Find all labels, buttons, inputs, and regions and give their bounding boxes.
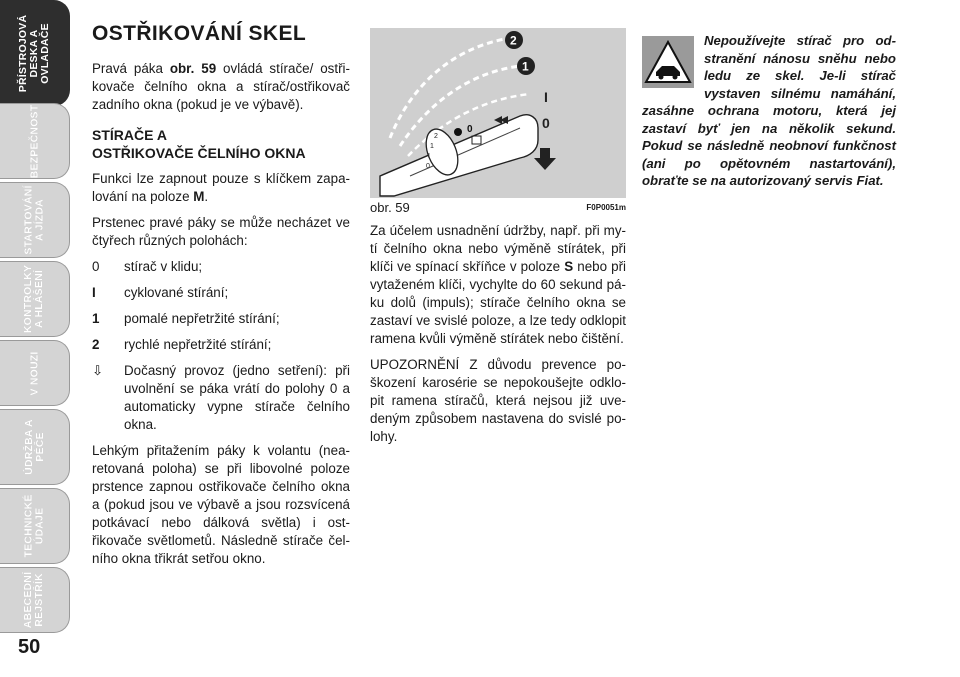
washer-paragraph: Lehkým přitažením páky k volantu (nearetovaná poloha) se při libovolné poloze prstence zapnou ostřikovače čelního okna a (pokud jsou ve výbavě a jsou rozsvícená potkávací nebo dálková světla) i ostřikovače světlometů. Následně stírače čelního okna třikrát setřou okno. bbox=[92, 443, 350, 566]
positions-list bbox=[92, 258, 350, 434]
maintenance-text: Za účelem usnadnění údržby, např. při mytí čelního okna nebo výměně stírátek, při klíči ve spínací skříňce v poloze bbox=[370, 223, 626, 274]
figure-caption bbox=[370, 200, 626, 216]
position-symbol: 1 bbox=[92, 311, 100, 326]
intro-text: Pravá páka bbox=[92, 61, 170, 76]
subsection-title bbox=[92, 126, 350, 162]
positions-intro: Prstenec pravé páky se může necházet ve čtyřech různých polohách: bbox=[92, 215, 350, 248]
tab-label: ABECEDNÍ REJSTŘÍK bbox=[22, 571, 46, 629]
list-item bbox=[92, 362, 350, 434]
marker-1-label: 1 bbox=[522, 59, 529, 74]
warning-text: Nepoužívejte stírač pro odstranění nánosu sněhu nebo ledu ze skel. Je-li stírač vystaven silnému namáhání, zasáhne ochrana motoru, která jej zastaví byť jen na několik sekund. Pokud se následně neobnoví funkčnost (ani po opětovném nastartování), obraťte se na autorizovaný servis Fiat. bbox=[642, 33, 896, 188]
tab-label: BEZPEČNOST bbox=[28, 104, 41, 178]
tab-label: TECHNICKÉ ÚDAJE bbox=[22, 494, 46, 558]
position-symbol: 0 bbox=[92, 259, 100, 274]
page-number: 50 bbox=[18, 636, 41, 658]
ring-mark: I bbox=[428, 153, 430, 160]
tab-v-nouzi[interactable] bbox=[0, 340, 70, 406]
intro-paragraph bbox=[92, 60, 350, 114]
main-column-left bbox=[92, 22, 350, 576]
maintenance-text-end: nebo při vytaženém klíči, vychylte do 60 sekund páku dolů (impuls); stírače čelního okna se zastaví ve svislé poloze, a lze tedy odklopit ramena kvůli výměně stírátek nebo čištění. bbox=[370, 259, 626, 346]
ignition-text-end: . bbox=[204, 189, 209, 204]
tab-label: PŘÍSTROJOVÁ DESKA A OVLADAČE bbox=[17, 14, 51, 92]
position-symbol: I bbox=[92, 285, 96, 300]
tab-label: KONTROLKY A HLÁŠENÍ bbox=[22, 264, 46, 334]
ring-mark: 1 bbox=[430, 143, 434, 150]
position-text: cyklované stírání; bbox=[124, 285, 229, 300]
tab-label: V NOUZI bbox=[28, 351, 40, 395]
position-text: pomalé nepřetržité stírání; bbox=[124, 311, 280, 326]
caution-paragraph: UPOZORNĚNÍ Z důvodu prevence poškození karosérie se nepokoušejte odklopit ramena stíračů, která nejsou již uvedeným způsobem nastavena do svislé polohy. bbox=[370, 357, 626, 444]
intro-text-end: ovládá stírače/ ostřikovače čelního okna a stírač/ostřikovač zadního okna (pokud je ve výbavě). bbox=[92, 61, 350, 112]
chapter-sidebar bbox=[0, 0, 78, 677]
tab-udrzba[interactable] bbox=[0, 409, 70, 485]
position-text: rychlé nepřetržité stírání; bbox=[124, 337, 272, 352]
figure-code: F0P0051m bbox=[586, 203, 626, 212]
figure-wiper-lever bbox=[370, 28, 626, 198]
car-warning-triangle-icon bbox=[642, 36, 694, 88]
main-column-middle bbox=[370, 222, 626, 454]
position-symbol: ⇩ bbox=[92, 363, 104, 378]
tab-label: ÚDRŽBA A PÉČE bbox=[22, 419, 46, 475]
tab-kontrolky[interactable] bbox=[0, 261, 70, 337]
ring-mark: 0 bbox=[426, 163, 430, 170]
warning-box bbox=[642, 32, 896, 190]
key-position-S: S bbox=[564, 259, 574, 274]
lever-dot bbox=[454, 128, 462, 136]
tab-technicke-udaje[interactable] bbox=[0, 488, 70, 564]
wiper-lever-illustration bbox=[370, 28, 626, 198]
ignition-key-position: M bbox=[193, 189, 205, 204]
position-text: Dočasný provoz (jedno setření): při uvolnění se páka vrátí do polohy 0 a automaticky vypne stírače čelního okna. bbox=[124, 363, 350, 432]
position-symbol: 2 bbox=[92, 337, 100, 352]
tab-startovani[interactable] bbox=[0, 182, 70, 258]
list-item bbox=[92, 336, 350, 354]
maintenance-paragraph bbox=[370, 222, 626, 348]
tab-bezpecnost[interactable] bbox=[0, 103, 70, 179]
ring-zero-label: 0 bbox=[467, 124, 473, 135]
section-title: OSTŘIKOVÁNÍ SKEL bbox=[92, 22, 307, 45]
position-label-I: I bbox=[544, 89, 548, 105]
tab-label: STARTOVÁNÍ A JÍZDA bbox=[22, 185, 46, 255]
marker-2-label: 2 bbox=[510, 33, 517, 48]
figure-label: obr. 59 bbox=[370, 200, 410, 215]
position-text: stírač v klidu; bbox=[124, 259, 203, 274]
ignition-text: Funkci lze zapnout pouze s klíčkem zapalování na poloze bbox=[92, 171, 350, 204]
list-item bbox=[92, 258, 350, 276]
subsection-title-line2: OSTŘIKOVAČE ČELNÍHO OKNA bbox=[92, 145, 306, 161]
tab-pristrojova-deska[interactable] bbox=[0, 0, 70, 106]
list-item bbox=[92, 310, 350, 328]
subsection-title-line1: STÍRAČE A bbox=[92, 127, 167, 143]
tab-abecedni-rejstrik[interactable] bbox=[0, 567, 70, 633]
list-item bbox=[92, 284, 350, 302]
figure-ref: obr. 59 bbox=[169, 61, 217, 76]
ignition-paragraph bbox=[92, 170, 350, 206]
ring-mark: 2 bbox=[434, 133, 438, 140]
position-label-0: 0 bbox=[542, 115, 550, 131]
